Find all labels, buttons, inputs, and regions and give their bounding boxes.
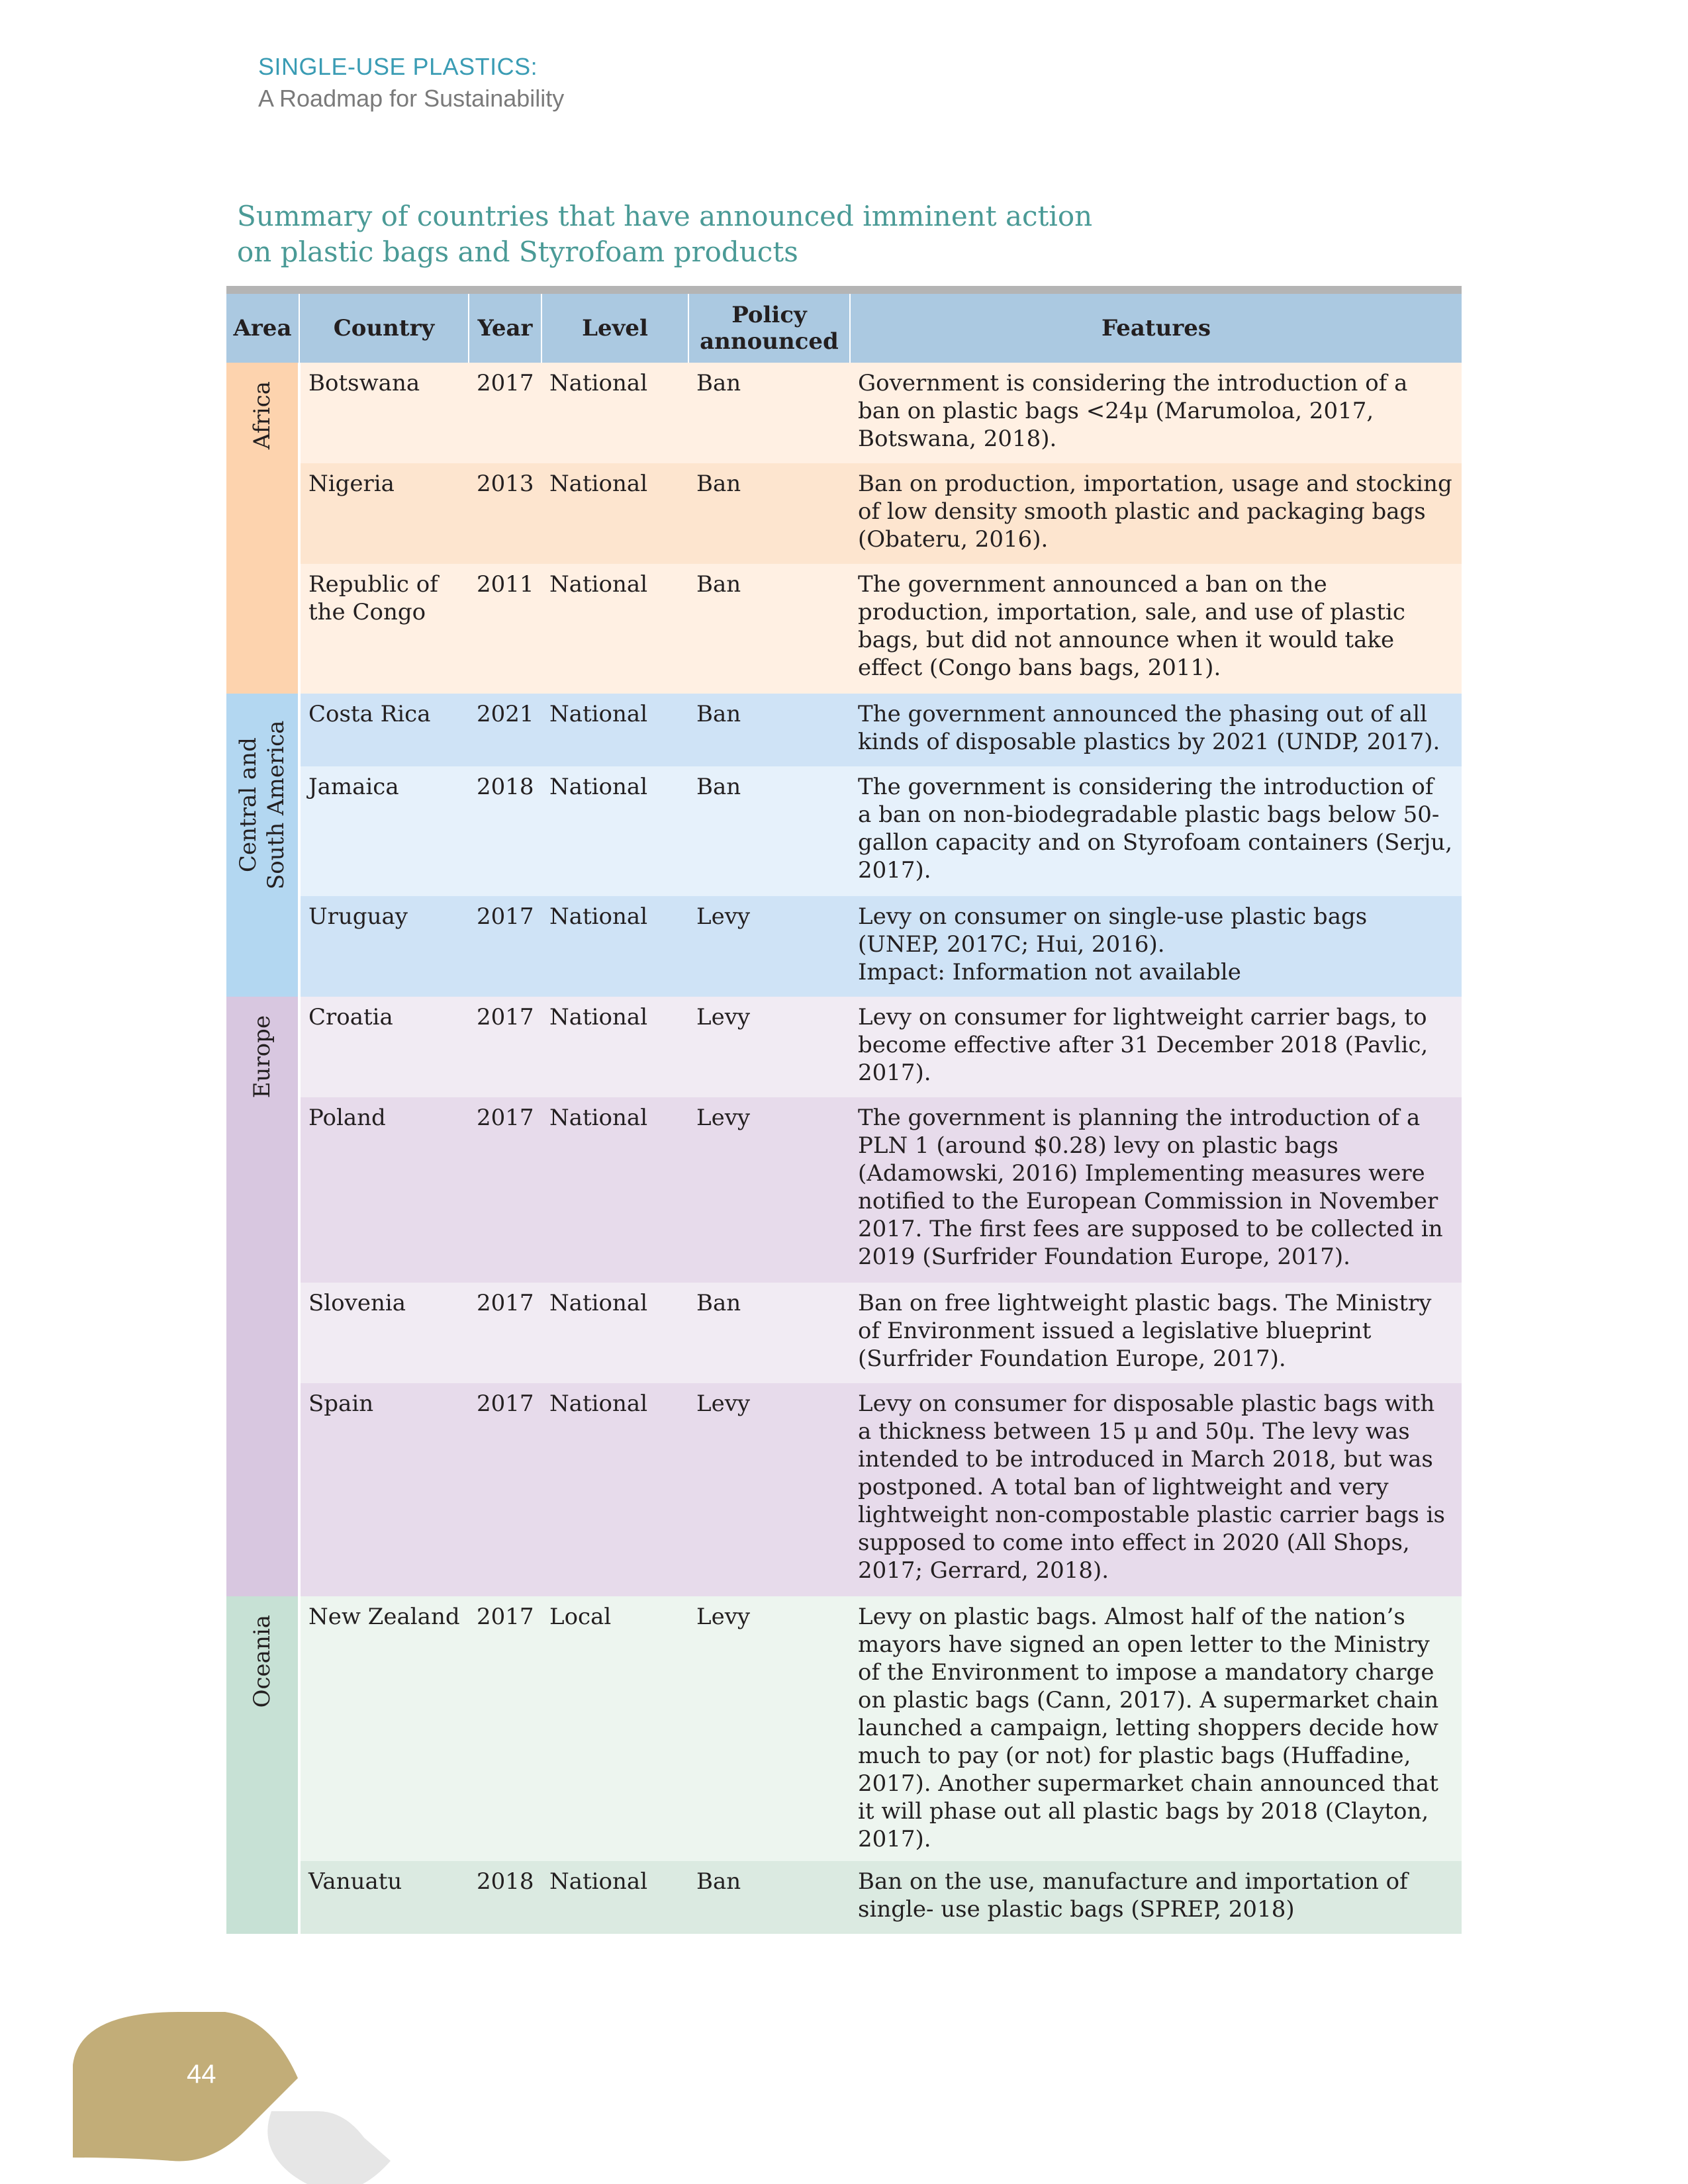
year-cell: 2017 bbox=[477, 903, 534, 930]
policy-cell: Levy bbox=[696, 1004, 751, 1030]
gold-leaf-shape bbox=[73, 2012, 298, 2161]
country-cell: Botswana bbox=[308, 370, 420, 396]
grey-leaf-shape bbox=[267, 2111, 391, 2184]
features-cell: Government is considering the introduction of a ban on plastic bags <24μ (Marumoloa, 2017, Botswana, 2018). bbox=[858, 370, 1408, 452]
area-cell-europe bbox=[226, 997, 299, 1596]
table-row bbox=[226, 896, 1462, 997]
table-title bbox=[237, 199, 1495, 270]
year-cell: 2017 bbox=[477, 1290, 534, 1316]
table-title-line1: Summary of countries that have announced imminent action bbox=[237, 200, 1093, 232]
country-cell: New Zealand bbox=[308, 1604, 460, 1630]
policy-cell: Ban bbox=[696, 1868, 741, 1895]
area-cell-africa bbox=[226, 363, 299, 694]
policy-cell: Ban bbox=[696, 774, 741, 800]
year-cell: 2017 bbox=[477, 1004, 534, 1030]
table-row bbox=[226, 1383, 1462, 1596]
features-cell: Ban on the use, manufacture and importation of single- use plastic bags (SPREP, 2018) bbox=[858, 1868, 1408, 1923]
level-cell: National bbox=[549, 1105, 648, 1131]
table-row bbox=[226, 1283, 1462, 1383]
level-cell: National bbox=[549, 903, 648, 930]
features-impact-text: Impact: Information not available bbox=[858, 959, 1241, 985]
level-cell: National bbox=[549, 1390, 648, 1417]
level-cell: National bbox=[549, 1004, 648, 1030]
policy-cell: Ban bbox=[696, 1290, 741, 1316]
header-publication-title: SINGLE-USE PLASTICS: bbox=[258, 53, 538, 80]
table-row bbox=[226, 766, 1462, 896]
table-row bbox=[226, 997, 1462, 1097]
header-publication-subtitle: A Roadmap for Sustainability bbox=[258, 85, 565, 112]
year-cell: 2017 bbox=[477, 1105, 534, 1131]
area-label-europe: Europe bbox=[249, 1015, 275, 1099]
summary-table bbox=[226, 294, 1462, 1934]
country-cell: Republic of the Congo bbox=[308, 571, 438, 625]
area-cell-oceania bbox=[226, 1596, 299, 1934]
policy-cell: Levy bbox=[696, 1105, 751, 1131]
policy-cell: Levy bbox=[696, 903, 751, 930]
year-cell: 2017 bbox=[477, 370, 534, 396]
level-cell: National bbox=[549, 471, 648, 497]
year-cell: 2011 bbox=[477, 571, 534, 598]
header-area: Area bbox=[226, 294, 299, 363]
table-row bbox=[226, 1097, 1462, 1283]
page-badge-graphic bbox=[60, 1985, 404, 2184]
header-features: Features bbox=[850, 294, 1462, 363]
features-cell bbox=[850, 896, 1462, 997]
table-row bbox=[226, 463, 1462, 564]
year-cell: 2021 bbox=[477, 701, 534, 727]
table-row bbox=[226, 363, 1462, 463]
level-cell: National bbox=[549, 370, 648, 396]
year-cell: 2013 bbox=[477, 471, 534, 497]
policy-cell: Ban bbox=[696, 471, 741, 497]
table-row bbox=[226, 1596, 1462, 1861]
header-year: Year bbox=[469, 294, 541, 363]
area-label-africa: Africa bbox=[249, 381, 275, 449]
year-cell: 2018 bbox=[477, 1868, 534, 1895]
table-row bbox=[226, 694, 1462, 766]
header-level: Level bbox=[541, 294, 688, 363]
features-cell: Ban on production, importation, usage and stocking of low density smooth plastic and packaging bags (Obateru, 2016). bbox=[858, 471, 1452, 553]
level-cell: National bbox=[549, 571, 648, 598]
header-country: Country bbox=[299, 294, 469, 363]
area-cell-americas bbox=[226, 694, 299, 997]
features-cell: The government announced a ban on the production, importation, sale, and use of plastic bags, but did not announce when it would take effect (Congo bans bags, 2011). bbox=[858, 571, 1405, 681]
policy-cell: Levy bbox=[696, 1604, 751, 1630]
country-cell: Poland bbox=[308, 1105, 386, 1131]
level-cell: National bbox=[549, 701, 648, 727]
features-cell: Levy on consumer for disposable plastic bags with a thickness between 15 μ and 50μ. The levy was intended to be introduced in March 2018, but was postponed. A total ban of lightweight and very lightweight non-compostable plastic carrier bags is supposed to come into effect in 2020 (All Shops, 2017; Gerrard, 2018). bbox=[858, 1390, 1445, 1584]
summary-table-container bbox=[226, 286, 1462, 1934]
year-cell: 2017 bbox=[477, 1604, 534, 1630]
features-cell: Levy on consumer for lightweight carrier bags, to become effective after 31 December 2018 (Pavlic, 2017). bbox=[858, 1004, 1429, 1086]
level-cell: National bbox=[549, 1868, 648, 1895]
level-cell: Local bbox=[549, 1604, 612, 1630]
year-cell: 2018 bbox=[477, 774, 534, 800]
page-number: 44 bbox=[187, 2060, 216, 2089]
level-cell: National bbox=[549, 1290, 648, 1316]
features-cell: The government is considering the introduction of a ban on non-biodegradable plastic bags below 50-gallon capacity and on Styrofoam containers (Serju, 2017). bbox=[858, 774, 1452, 884]
area-label-americas: Central and South America bbox=[235, 720, 289, 889]
table-row bbox=[226, 564, 1462, 694]
features-cell: Ban on free lightweight plastic bags. The Ministry of Environment issued a legislative blueprint (Surfrider Foundation Europe, 2017). bbox=[858, 1290, 1432, 1372]
country-cell: Vanuatu bbox=[308, 1868, 402, 1895]
header-policy: Policy announced bbox=[688, 294, 850, 363]
year-cell: 2017 bbox=[477, 1390, 534, 1417]
country-cell: Costa Rica bbox=[308, 701, 431, 727]
policy-cell: Levy bbox=[696, 1390, 751, 1417]
features-cell: Levy on plastic bags. Almost half of the nation’s mayors have signed an open letter to the Ministry of the Environment to impose a mandatory charge on plastic bags (Cann, 2017). A supermarket chain launched a campaign, letting shoppers decide how much to pay (or not) for plastic bags (Huffadine, 2017). Another supermarket chain announced that it will phase out all plastic bags by 2018 (Clayton, 2017). bbox=[858, 1604, 1439, 1852]
country-cell: Spain bbox=[308, 1390, 374, 1417]
features-cell: The government announced the phasing out of all kinds of disposable plastics by 2021 (UNDP, 2017). bbox=[858, 701, 1440, 755]
table-header-row bbox=[226, 294, 1462, 363]
country-cell: Croatia bbox=[308, 1004, 393, 1030]
policy-cell: Ban bbox=[696, 701, 741, 727]
policy-cell: Ban bbox=[696, 370, 741, 396]
country-cell: Uruguay bbox=[308, 903, 408, 930]
features-text: Levy on consumer on single-use plastic bags (UNEP, 2017C; Hui, 2016). bbox=[858, 903, 1368, 958]
table-title-line2: on plastic bags and Styrofoam products bbox=[237, 236, 798, 268]
area-label-oceania: Oceania bbox=[249, 1615, 275, 1708]
policy-cell: Ban bbox=[696, 571, 741, 598]
level-cell: National bbox=[549, 774, 648, 800]
country-cell: Nigeria bbox=[308, 471, 395, 497]
country-cell: Jamaica bbox=[308, 774, 399, 800]
table-row bbox=[226, 1861, 1462, 1934]
country-cell: Slovenia bbox=[308, 1290, 406, 1316]
features-cell: The government is planning the introduction of a PLN 1 (around $0.28) levy on plastic bags (Adamowski, 2016) Implementing measures were notified to the European Commission in November 2017. The first fees are supposed to be collected in 2019 (Surfrider Foundation Europe, 2017). bbox=[858, 1105, 1443, 1270]
